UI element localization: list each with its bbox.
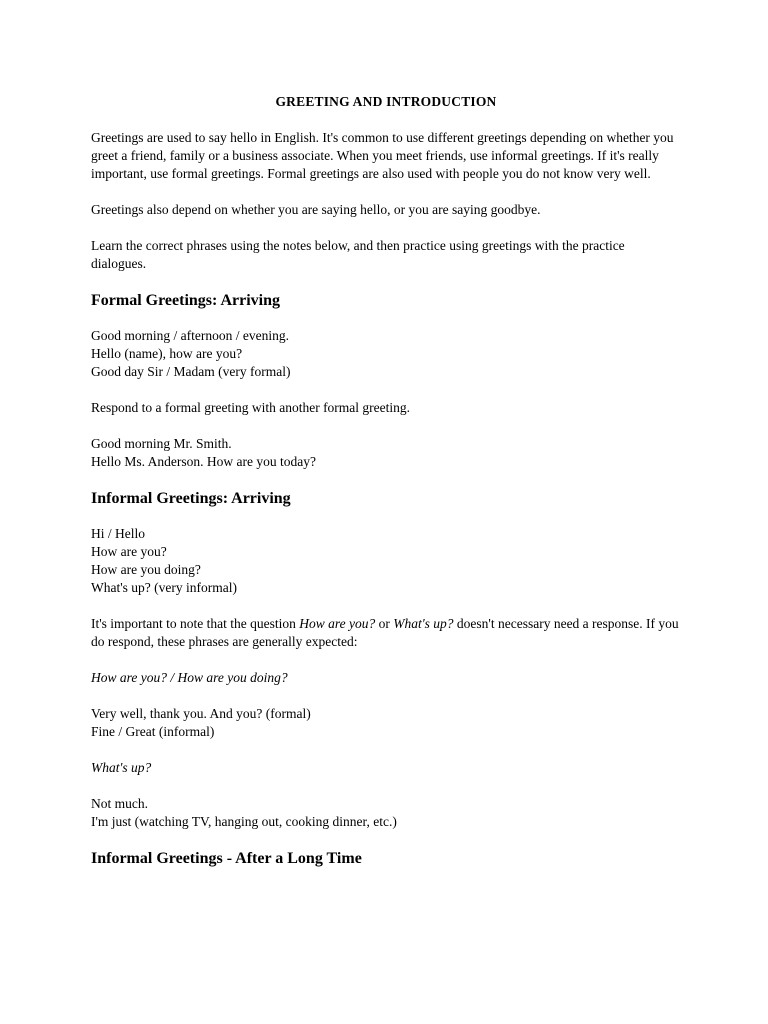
answer-line: I'm just (watching TV, hanging out, cooking dinner, etc.) — [91, 814, 397, 829]
question-text: What's up? — [91, 760, 152, 775]
answer-line: Not much. — [91, 796, 148, 811]
formal-phrases-list — [91, 327, 681, 381]
question-whats-up — [91, 759, 681, 777]
informal-phrases-list — [91, 525, 681, 597]
formal-phrase: Good day Sir / Madam (very formal) — [91, 364, 291, 379]
answer-line: Very well, thank you. And you? (formal) — [91, 706, 311, 721]
informal-phrase: What's up? (very informal) — [91, 580, 238, 595]
informal-phrase: How are you doing? — [91, 562, 201, 577]
answer-line: Fine / Great (informal) — [91, 724, 215, 739]
heading-informal-arriving: Informal Greetings: Arriving — [91, 490, 291, 507]
note-text: doesn't necessary need a response. If you do respond, these phrases are generally expected: — [91, 616, 679, 649]
informal-phrase: How are you? — [91, 544, 167, 559]
question-text: How are you? / How are you doing? — [91, 670, 288, 685]
formal-phrase: Hello (name), how are you? — [91, 346, 243, 361]
intro-paragraph-2: Greetings also depend on whether you are saying hello, or you are saying goodbye. — [91, 202, 541, 217]
heading-formal-arriving: Formal Greetings: Arriving — [91, 292, 280, 309]
formal-examples-list — [91, 435, 681, 471]
note-text: or — [375, 616, 394, 631]
document-page — [91, 93, 681, 885]
question-how-are-you — [91, 669, 681, 687]
formal-respond-text: Respond to a formal greeting with another formal greeting. — [91, 400, 411, 415]
informal-phrase: Hi / Hello — [91, 526, 145, 541]
intro-paragraph-3: Learn the correct phrases using the notes below, and then practice using greetings with the practice dialogues. — [91, 238, 625, 271]
formal-phrase: Good morning / afternoon / evening. — [91, 328, 289, 343]
formal-example: Good morning Mr. Smith. — [91, 436, 232, 451]
heading-informal-long-time: Informal Greetings - After a Long Time — [91, 850, 362, 867]
answers-whats-up — [91, 795, 681, 831]
document-title: GREETING AND INTRODUCTION — [275, 94, 497, 109]
answers-how-are-you — [91, 705, 681, 741]
formal-example: Hello Ms. Anderson. How are you today? — [91, 454, 316, 469]
note-text: It's important to note that the question — [91, 616, 300, 631]
informal-note-paragraph — [91, 615, 681, 651]
note-emphasis: How are you? — [299, 616, 376, 631]
note-emphasis: What's up? — [393, 616, 454, 631]
intro-paragraph-1: Greetings are used to say hello in English. It's common to use different greetings depending on whether you greet a friend, family or a business associate. When you meet friends, use informal greetings. If it's really important, use formal greetings. Formal greetings are also used with people you do not know very well. — [91, 130, 674, 181]
